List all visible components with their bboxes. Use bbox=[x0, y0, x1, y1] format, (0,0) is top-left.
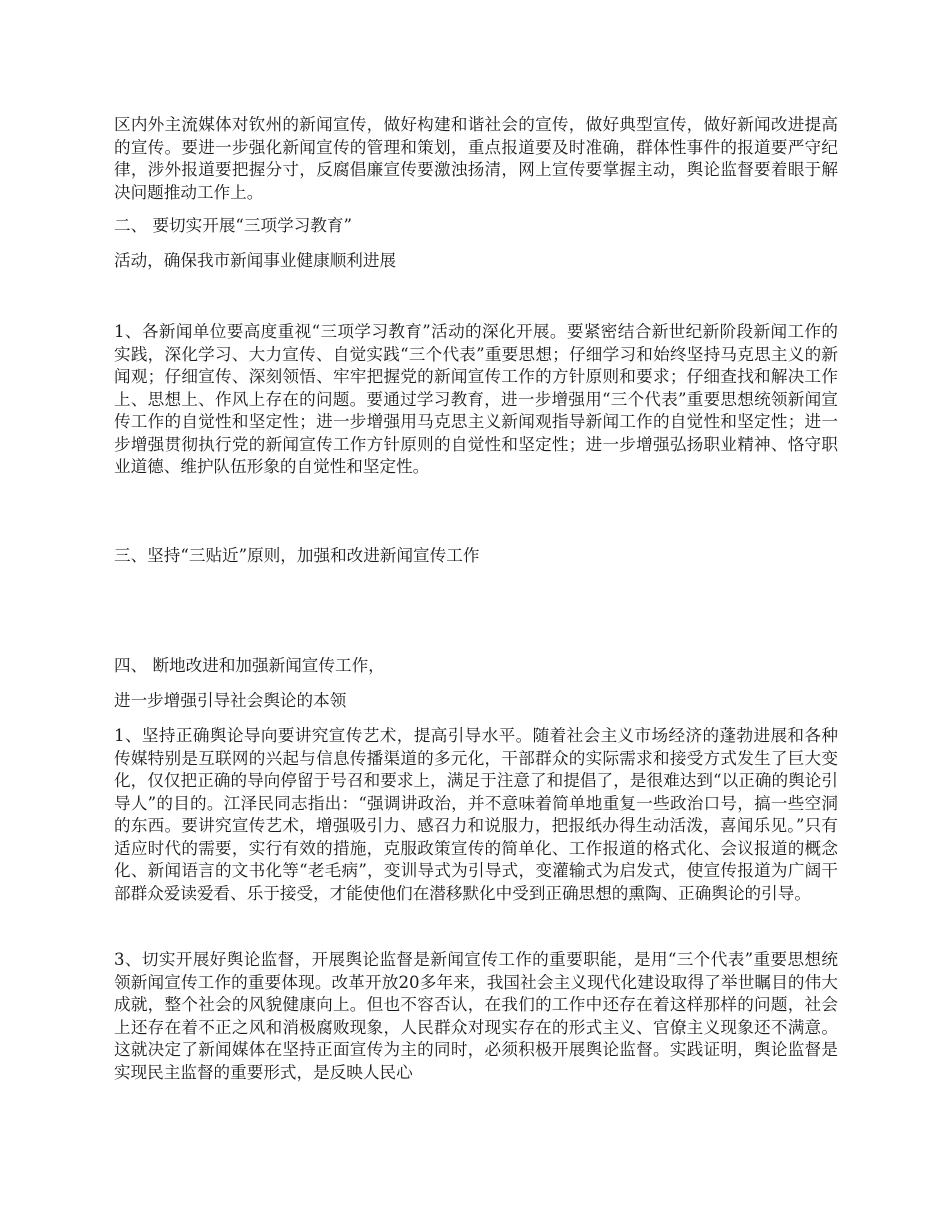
heading-section-four-continued: 进一步增强引导社会舆论的本领 bbox=[114, 691, 347, 710]
paragraph-public-supervision: 3、切实开展好舆论监督，开展舆论监督是新闻宣传工作的重要职能，是用“三个代表”重要思想统领新闻宣传工作的重要体现。改革开放20多年来，我国社会主义现代化建设取得了举世瞩目的伟大成就，整个社会的风貌健康向上。但也不容否认，在我们的工作中还存在着这样那样的问题，社会上还存在着不正之风和消极腐败现象，人民群众对现实存在的形式主义、官僚主义现象还不满意。这就决定了新闻媒体在坚持正面宣传为主的同时，必须积极开展舆论监督。实践证明，舆论监督是实现民主监督的重要形式，是反映人民心 bbox=[114, 950, 838, 1082]
paragraph-guidance-art: 1、坚持正确舆论导向要讲究宣传艺术，提高引导水平。随着社会主义市场经济的蓬勃进展和各种传媒特别是互联网的兴起与信息传播渠道的多元化，干部群众的实际需求和接受方式发生了巨大变化，仅仅把正确的导向停留于号召和要求上，满足于注意了和提倡了，是很难达到“以正确的舆论引导人”的目的。江泽民同志指出：“强调讲政治，并不意味着简单地重复一些政治口号，搞一些空洞的东西。要讲究宣传艺术，增强吸引力、感召力和说服力，把报纸办得生动活泼，喜闻乐见。”只有适应时代的需要，实行有效的措施，克服政策宣传的简单化、工作报道的格式化、会议报道的概念化、新闻语言的文书化等“老毛病”，变训导式为引导式，变灌输式为启发式，使宣传报道为广阔干部群众爱读爱看、乐于接受，才能使他们在潜移默化中受到正确思想的熏陶、正确舆论的引导。 bbox=[114, 726, 838, 903]
paragraph-study-education: 1、各新闻单位要高度重视“三项学习教育”活动的深化开展。要紧密结合新世纪新阶段新闻工作的实践，深化学习、大力宣传、自觉实践“三个代表”重要思想；仔细学习和始终坚持马克思主义的新闻观；仔细宣传、深刻领悟、牢牢把握党的新闻宣传工作的方针原则和要求；仔细查找和解决工作上、思想上、作风上存在的问题。要通过学习教育，进一步增强用“三个代表”重要思想统领新闻宣传工作的自觉性和坚定性；进一步增强用马克思主义新闻观指导新闻工作的自觉性和坚定性；进一步增强贯彻执行党的新闻宣传工作方针原则的自觉性和坚定性；进一步增强弘扬职业精神、恪守职业道德、维护队伍形象的自觉性和坚定性。 bbox=[114, 322, 838, 476]
heading-section-two-continued: 活动，确保我市新闻事业健康顺利进展 bbox=[114, 251, 397, 270]
heading-section-four: 四、 断地改进和加强新闻宣传工作， bbox=[114, 656, 385, 675]
heading-section-three: 三、坚持“三贴近”原则，加强和改进新闻宣传工作 bbox=[114, 546, 480, 565]
paragraph-media-publicity: 区内外主流媒体对钦州的新闻宣传，做好构建和谐社会的宣传，做好典型宣传，做好新闻改进提高的宣传。要进一步强化新闻宣传的管理和策划，重点报道要及时准确，群体性事件的报道要严守纪律，涉外报道要把握分寸，反腐倡廉宣传要激浊扬清，网上宣传要掌握主动，舆论监督要着眼于解决问题推动工作上。 bbox=[114, 115, 838, 202]
heading-section-two: 二、 要切实开展“三项学习教育” bbox=[114, 216, 352, 235]
